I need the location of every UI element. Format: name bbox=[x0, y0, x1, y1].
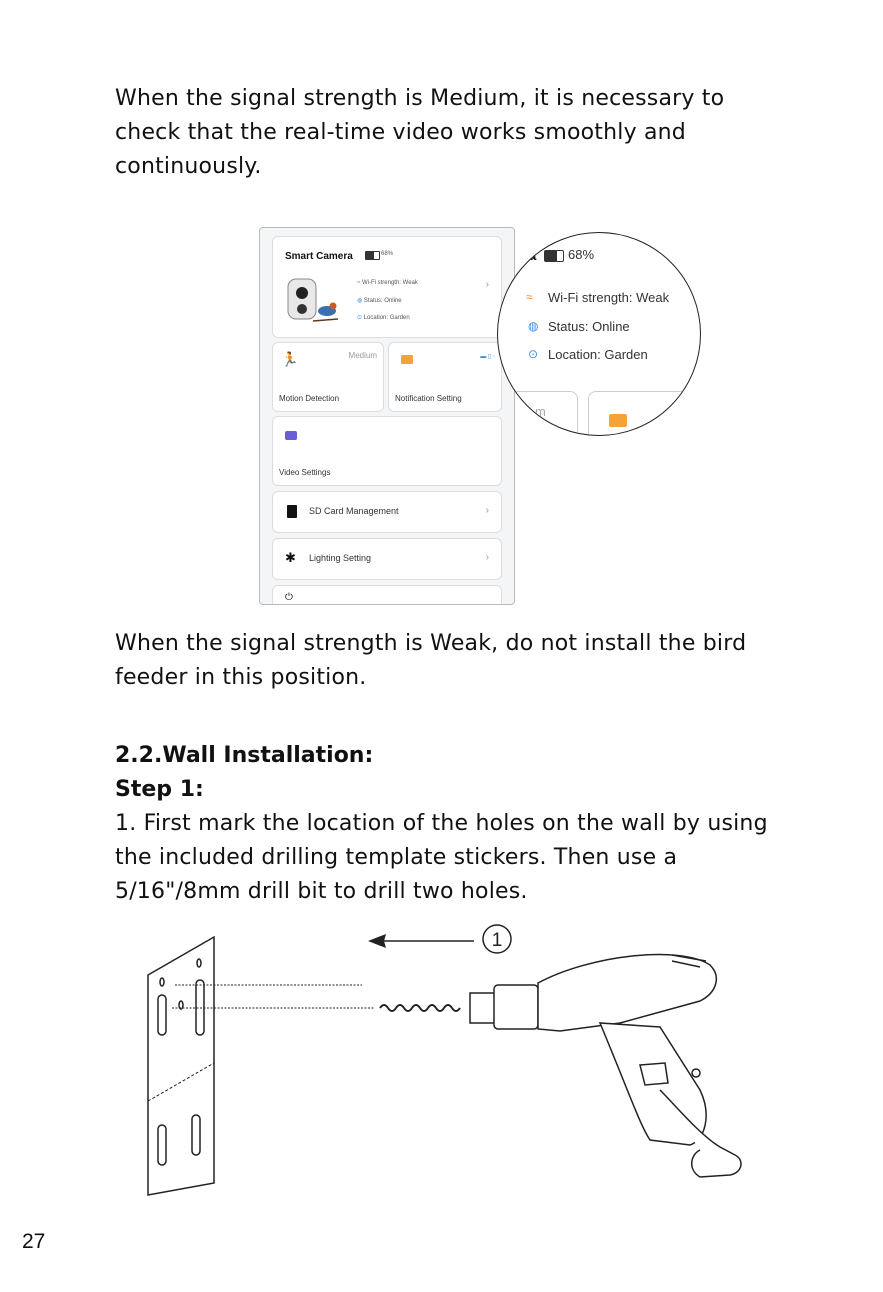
battery-value: 68% bbox=[568, 247, 595, 262]
location-pin-icon: ⊙ bbox=[528, 347, 539, 361]
envelope-icon bbox=[609, 414, 627, 427]
section-title: 2.2.Wall Installation: bbox=[115, 743, 374, 768]
text-line: the included drilling template stickers. Then use a bbox=[115, 845, 678, 870]
chevron-right-icon: › bbox=[485, 279, 489, 290]
tile-notification-setting[interactable] bbox=[388, 342, 502, 412]
battery-value: 68% bbox=[381, 251, 394, 257]
status-text: Status: Online bbox=[548, 319, 630, 334]
text-line: continuously. bbox=[115, 154, 262, 179]
battery-icon bbox=[365, 251, 380, 260]
step-marker-number: 1 bbox=[491, 930, 503, 951]
menu-label: SD Card Management bbox=[309, 506, 399, 516]
partial-tile: m bbox=[508, 391, 578, 436]
text-line: feeder in this position. bbox=[115, 665, 367, 690]
tile-motion-detection[interactable] bbox=[272, 342, 384, 412]
partial-title-letter: a bbox=[528, 247, 537, 264]
sd-card-icon bbox=[287, 505, 297, 518]
tile-label: Video Settings bbox=[279, 468, 331, 477]
direction-arrow bbox=[368, 934, 474, 948]
battery-icon bbox=[544, 250, 564, 262]
magnifier-callout bbox=[497, 232, 701, 436]
chevron-right-icon: › bbox=[485, 552, 489, 563]
video-camera-icon bbox=[285, 431, 297, 440]
location-text: Location: Garden bbox=[548, 347, 648, 362]
weak-signal-paragraph bbox=[115, 627, 746, 695]
tile-label: Notification Setting bbox=[395, 394, 462, 403]
power-drill-illustration bbox=[470, 955, 741, 1177]
menu-power-setting-partial[interactable] bbox=[272, 585, 502, 605]
motion-level: Medium bbox=[348, 351, 377, 360]
page-number: 27 bbox=[22, 1230, 46, 1253]
running-person-icon: 🏃 bbox=[281, 351, 299, 367]
lightbulb-icon: ✱ bbox=[285, 550, 296, 565]
wifi-icon: ≈ bbox=[357, 280, 361, 286]
wifi-strength-text: Wi-Fi strength: Weak bbox=[548, 290, 670, 305]
menu-lighting-setting[interactable] bbox=[272, 538, 502, 580]
location-line: ⊙ Location: Garden bbox=[357, 315, 410, 321]
text-line: When the signal strength is Weak, do not install the bird bbox=[115, 631, 747, 656]
partial-notification-tile bbox=[588, 391, 701, 436]
mounting-bracket bbox=[148, 937, 214, 1195]
tile-label: Motion Detection bbox=[279, 394, 340, 403]
device-name: Smart Camera bbox=[285, 251, 353, 262]
wifi-icon: ≈ bbox=[526, 290, 533, 304]
text-line: 5/16"/8mm drill bit to drill two holes. bbox=[115, 879, 528, 904]
status-line: ◍ Status: Online bbox=[357, 298, 402, 304]
status-icon: ◍ bbox=[528, 319, 539, 333]
chevron-right-icon: › bbox=[485, 505, 489, 516]
envelope-icon bbox=[401, 355, 413, 364]
device-card[interactable] bbox=[272, 236, 502, 338]
drill-bit bbox=[380, 1005, 460, 1011]
power-icon: ⏻ bbox=[285, 592, 293, 603]
medium-signal-paragraph bbox=[115, 82, 724, 184]
text-line: check that the real-time video works smoothly and bbox=[115, 120, 686, 145]
text-line: When the signal strength is Medium, it is necessary to bbox=[115, 86, 725, 111]
menu-label: Lighting Setting bbox=[309, 553, 372, 563]
step-title: Step 1: bbox=[115, 777, 204, 802]
status-icon: ◍ bbox=[357, 298, 363, 304]
location-pin-icon: ⊙ bbox=[357, 315, 363, 321]
text-line: 1. First mark the location of the holes on the wall by using bbox=[115, 811, 768, 836]
notification-status-icons: ▬ ▯ ◦ bbox=[480, 354, 495, 360]
tile-video-settings[interactable] bbox=[272, 416, 502, 486]
wifi-line: ≈ Wi-Fi strength: Weak bbox=[357, 280, 418, 286]
app-screenshot bbox=[259, 227, 515, 605]
menu-sd-card[interactable] bbox=[272, 491, 502, 533]
step1-paragraph bbox=[115, 807, 768, 909]
camera-bird-image bbox=[283, 273, 343, 329]
drilling-diagram bbox=[0, 915, 883, 1205]
